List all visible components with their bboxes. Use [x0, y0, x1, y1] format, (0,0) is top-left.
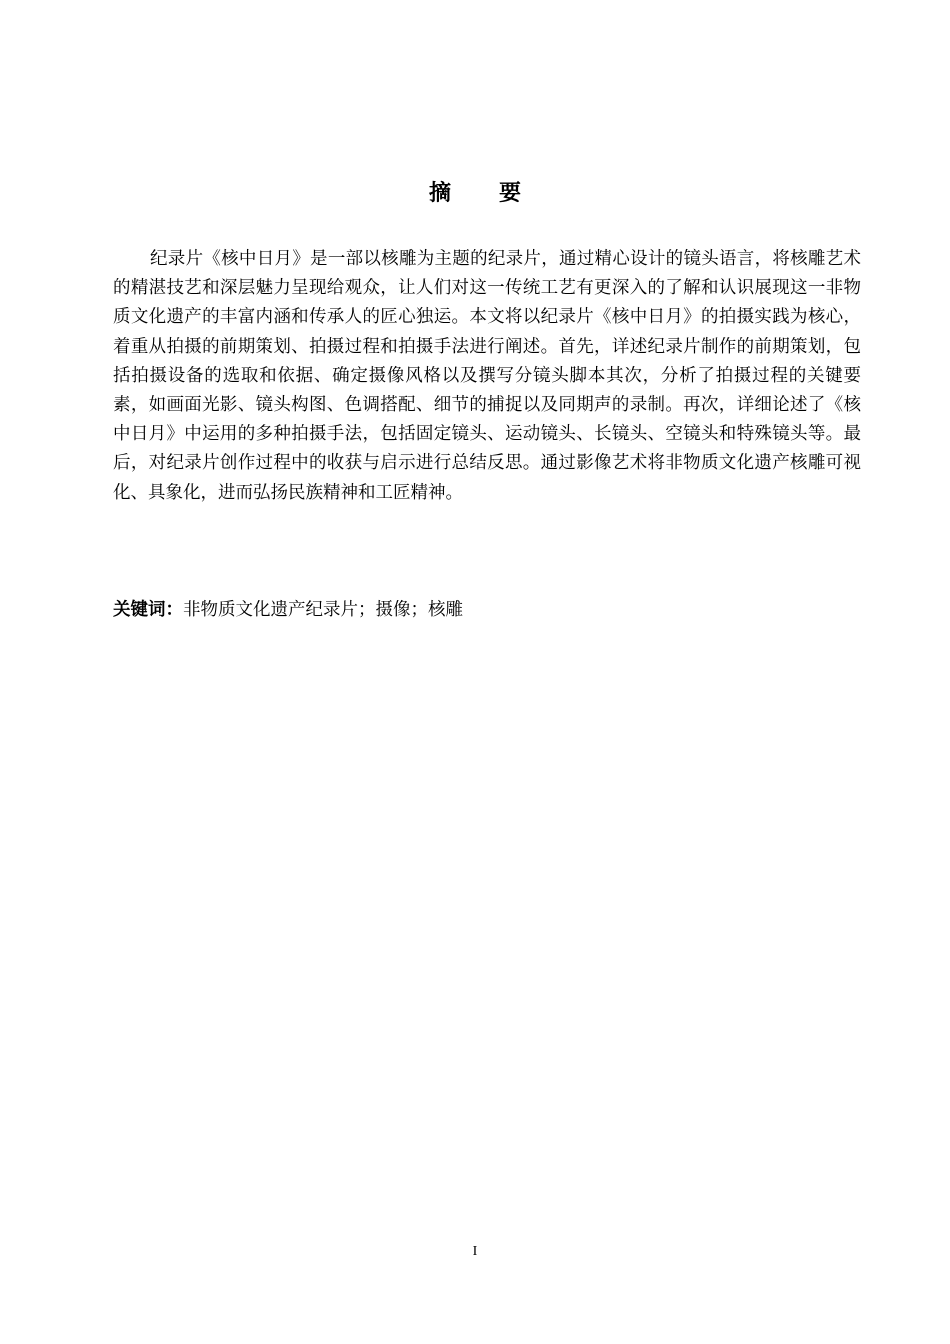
keywords-line: [113, 596, 861, 625]
keywords-value: 非物质文化遗产纪录片；摄像；核雕: [183, 600, 463, 620]
abstract-paragraph: 纪录片《核中日月》是一部以核雕为主题的纪录片，通过精心设计的镜头语言，将核雕艺术的精湛技艺和深层魅力呈现给观众，让人们对这一传统工艺有更深入的了解和认识展现这一非物质文化遗产的丰富内涵和传承人的匠心独运。本文将以纪录片《核中日月》的拍摄实践为核心，着重从拍摄的前期策划、拍摄过程和拍摄手法进行阐述。首先，详述纪录片制作的前期策划，包括拍摄设备的选取和依据、确定摄像风格以及撰写分镜头脚本其次，分析了拍摄过程的关键要素，如画面光影、镜头构图、色调搭配、细节的捕捉以及同期声的录制。再次，详细论述了《核中日月》中运用的多种拍摄手法，包括固定镜头、运动镜头、长镜头、空镜头和特殊镜头等。最后，对纪录片创作过程中的收获与启示进行总结反思。通过影像艺术将非物质文化遗产核雕可视化、具象化，进而弘扬民族精神和工匠精神。: [113, 249, 861, 503]
page-title: 摘要: [428, 181, 569, 206]
page-number: I: [472, 1244, 478, 1259]
keywords-label: 关键词：: [113, 600, 183, 620]
